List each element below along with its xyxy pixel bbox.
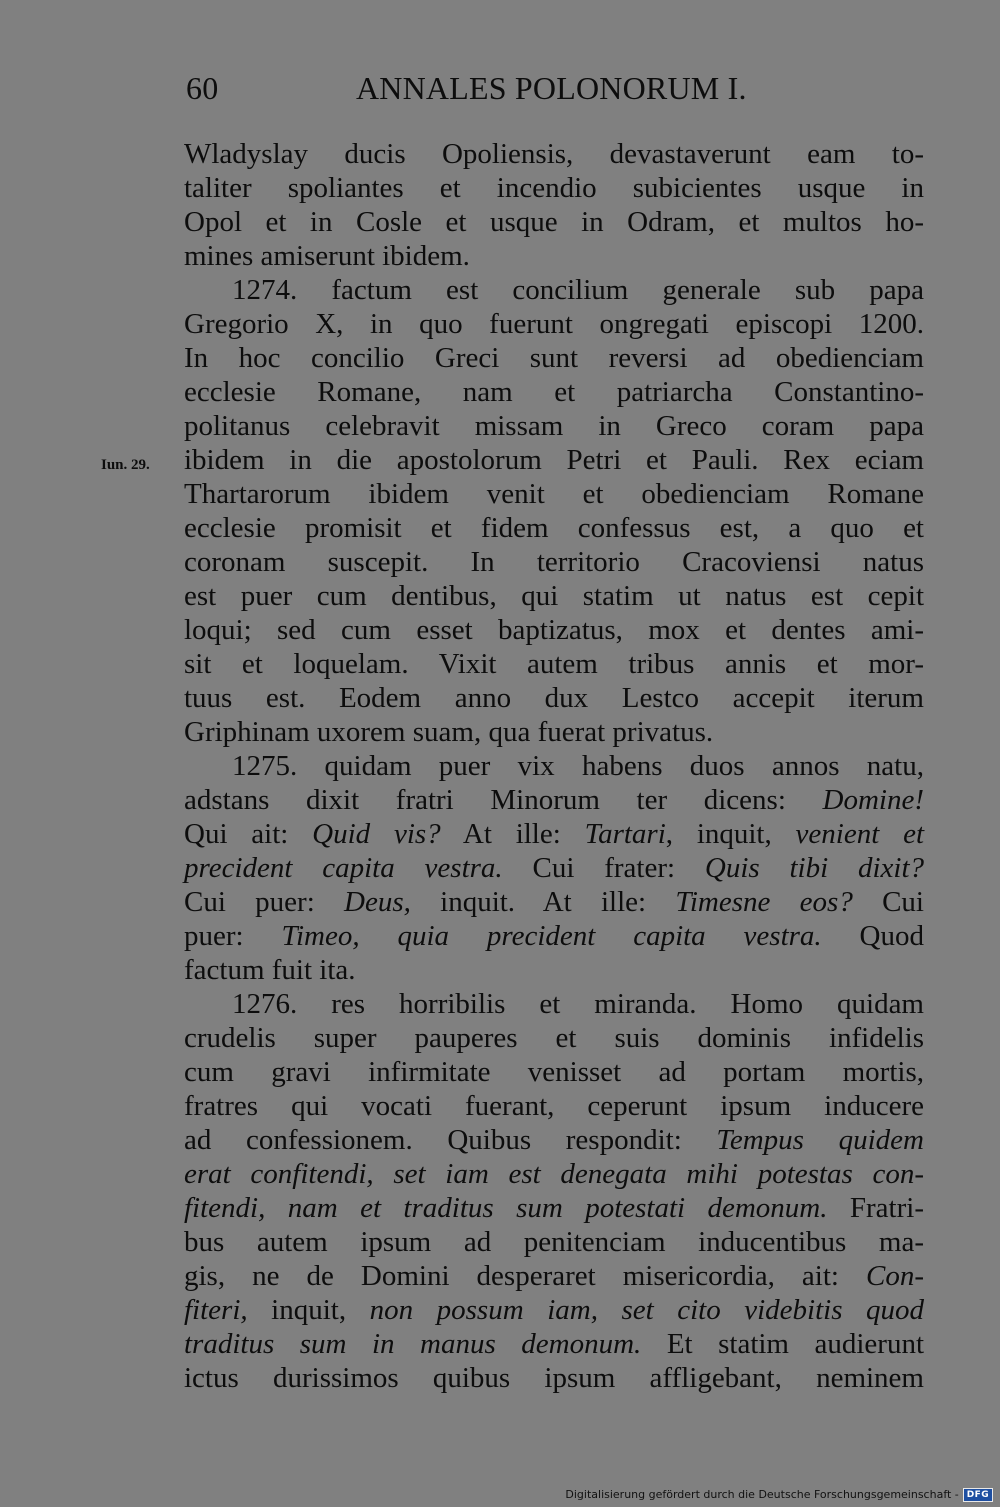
text-segment: Cui puer: <box>184 886 345 918</box>
italic-text-segment: venient et <box>795 818 925 850</box>
text-segment: politanus celebravit missam in Greco coram papa <box>184 410 924 442</box>
text-segment: ad confessionem. Quibus respondit: <box>184 1124 717 1156</box>
text-segment: est puer cum dentibus, qui statim ut natus est cepit <box>184 580 924 612</box>
text-segment: ecclesie promisit et fidem confessus est, a quo et <box>184 512 924 544</box>
text-segment: Qui ait: <box>184 818 313 850</box>
text-segment: adstans dixit fratri Minorum ter dicens: <box>184 784 823 816</box>
text-line <box>184 545 924 579</box>
italic-text-segment: precident capita vestra. <box>184 852 503 884</box>
text-segment: At ille: <box>440 818 585 850</box>
credit-text: Digitalisierung gefördert durch die Deutsche Forschungsgemeinschaft - <box>565 1488 959 1501</box>
text-segment: cum gravi infirmitate venisset ad portam mortis, <box>184 1056 924 1088</box>
text-segment: mines amiserunt ibidem. <box>184 240 470 272</box>
text-segment: taliter spoliantes et incendio subicientes usque in <box>184 172 924 204</box>
italic-text-segment: Deus, <box>344 886 411 918</box>
text-segment: factum fuit ita. <box>184 954 356 986</box>
text-line <box>184 409 924 443</box>
text-segment: In hoc concilio Greci sunt reversi ad obedienciam <box>184 342 924 374</box>
text-segment: coronam suscepit. In territorio Cracoviensi natus <box>184 546 924 578</box>
text-line <box>184 239 924 273</box>
text-segment: ibidem in die apostolorum Petri et Pauli. Rex eciam <box>184 444 924 476</box>
text-segment: sit et loquelam. Vixit autem tribus annis et mor- <box>184 648 924 680</box>
text-segment: Thartarorum ibidem venit et obedienciam Romane <box>184 478 924 510</box>
text-line <box>184 579 924 613</box>
text-segment: gis, ne de Domini desperaret misericordia, ait: <box>184 1260 866 1292</box>
text-line <box>184 1055 924 1089</box>
dfg-logo: DFG <box>963 1488 993 1502</box>
text-line <box>184 715 924 749</box>
text-segment: 1275. quidam puer vix habens duos annos natu, <box>232 750 924 782</box>
italic-text-segment: Timesne eos? <box>675 886 853 918</box>
text-segment: Cui frater: <box>502 852 705 884</box>
italic-text-segment: fiteri, <box>184 1294 248 1326</box>
text-segment: fratres qui vocati fuerant, ceperunt ipsum inducere <box>184 1090 924 1122</box>
text-line <box>184 137 924 171</box>
body-text <box>184 137 924 1395</box>
text-line <box>184 817 924 851</box>
margin-date-note: Iun. 29. <box>101 457 150 473</box>
text-segment: tuus est. Eodem anno dux Lestco accepit iterum <box>184 682 924 714</box>
italic-text-segment: traditus sum in manus demonum. <box>184 1328 642 1360</box>
text-line <box>184 885 924 919</box>
text-line <box>184 681 924 715</box>
text-line <box>184 613 924 647</box>
italic-text-segment: Quis tibi dixit? <box>704 852 925 884</box>
text-line <box>184 443 924 477</box>
text-line <box>184 273 924 307</box>
text-line <box>184 205 924 239</box>
text-line <box>184 171 924 205</box>
text-segment: Opol et in Cosle et usque in Odram, et multos ho- <box>184 206 924 238</box>
text-line <box>184 783 924 817</box>
text-segment: inquit, <box>247 1294 370 1326</box>
text-line <box>184 1157 924 1191</box>
text-segment: Wladyslay ducis Opoliensis, devastaverunt eam to- <box>184 138 924 170</box>
text-line <box>184 1293 924 1327</box>
text-segment: ecclesie Romane, nam et patriarcha Constantino- <box>184 376 924 408</box>
text-segment: 1276. res horribilis et miranda. Homo quidam <box>232 988 924 1020</box>
page-number: 60 <box>186 70 219 106</box>
text-segment: Fratri- <box>827 1192 924 1224</box>
italic-text-segment: Con- <box>866 1260 924 1292</box>
running-title: ANNALES POLONORUM I. <box>356 70 747 106</box>
text-segment: Quod <box>821 920 924 952</box>
text-line <box>184 1327 924 1361</box>
italic-text-segment: fitendi, nam et traditus sum potestati demonum. <box>184 1192 828 1224</box>
digitization-credit <box>565 1488 993 1502</box>
italic-text-segment: Timeo, quia precident capita vestra. <box>281 920 822 952</box>
text-segment: Et statim audierunt <box>641 1328 925 1360</box>
text-segment: Gregorio X, in quo fuerunt ongregati episcopi 1200. <box>184 308 924 340</box>
italic-text-segment: Domine! <box>822 784 924 816</box>
text-line <box>184 749 924 783</box>
text-segment: bus autem ipsum ad penitenciam inducentibus ma- <box>184 1226 924 1258</box>
text-line <box>184 1361 924 1395</box>
text-line <box>184 511 924 545</box>
text-line <box>184 851 924 885</box>
text-line <box>184 1225 924 1259</box>
text-line <box>184 375 924 409</box>
text-line <box>184 477 924 511</box>
italic-text-segment: Tartari <box>584 818 666 850</box>
text-line <box>184 1021 924 1055</box>
italic-text-segment: non possum iam, set cito videbitis quod <box>369 1294 924 1326</box>
page-header <box>186 68 926 112</box>
text-segment: , inquit, <box>665 818 796 850</box>
italic-text-segment: erat confitendi, set iam est denegata mihi potestas con- <box>184 1158 924 1190</box>
text-segment: Cui <box>852 886 924 918</box>
text-line <box>184 341 924 375</box>
text-line <box>184 987 924 1021</box>
text-segment: Griphinam uxorem suam, qua fuerat privatus. <box>184 716 714 748</box>
text-line <box>184 647 924 681</box>
text-segment: loqui; sed cum esset baptizatus, mox et dentes ami- <box>184 614 924 646</box>
text-segment: inquit. At ille: <box>410 886 676 918</box>
text-segment: crudelis super pauperes et suis dominis infidelis <box>184 1022 924 1054</box>
italic-text-segment: Tempus quidem <box>716 1124 924 1156</box>
text-line <box>184 1259 924 1293</box>
text-segment: 1274. factum est concilium generale sub papa <box>232 274 924 306</box>
text-line <box>184 953 924 987</box>
text-line <box>184 307 924 341</box>
text-line <box>184 1089 924 1123</box>
text-line <box>184 1191 924 1225</box>
text-segment: puer: <box>184 920 282 952</box>
text-line <box>184 919 924 953</box>
italic-text-segment: Quid vis? <box>312 818 441 850</box>
text-segment: ictus durissimos quibus ipsum affligebant, neminem <box>184 1362 924 1394</box>
text-line <box>184 1123 924 1157</box>
